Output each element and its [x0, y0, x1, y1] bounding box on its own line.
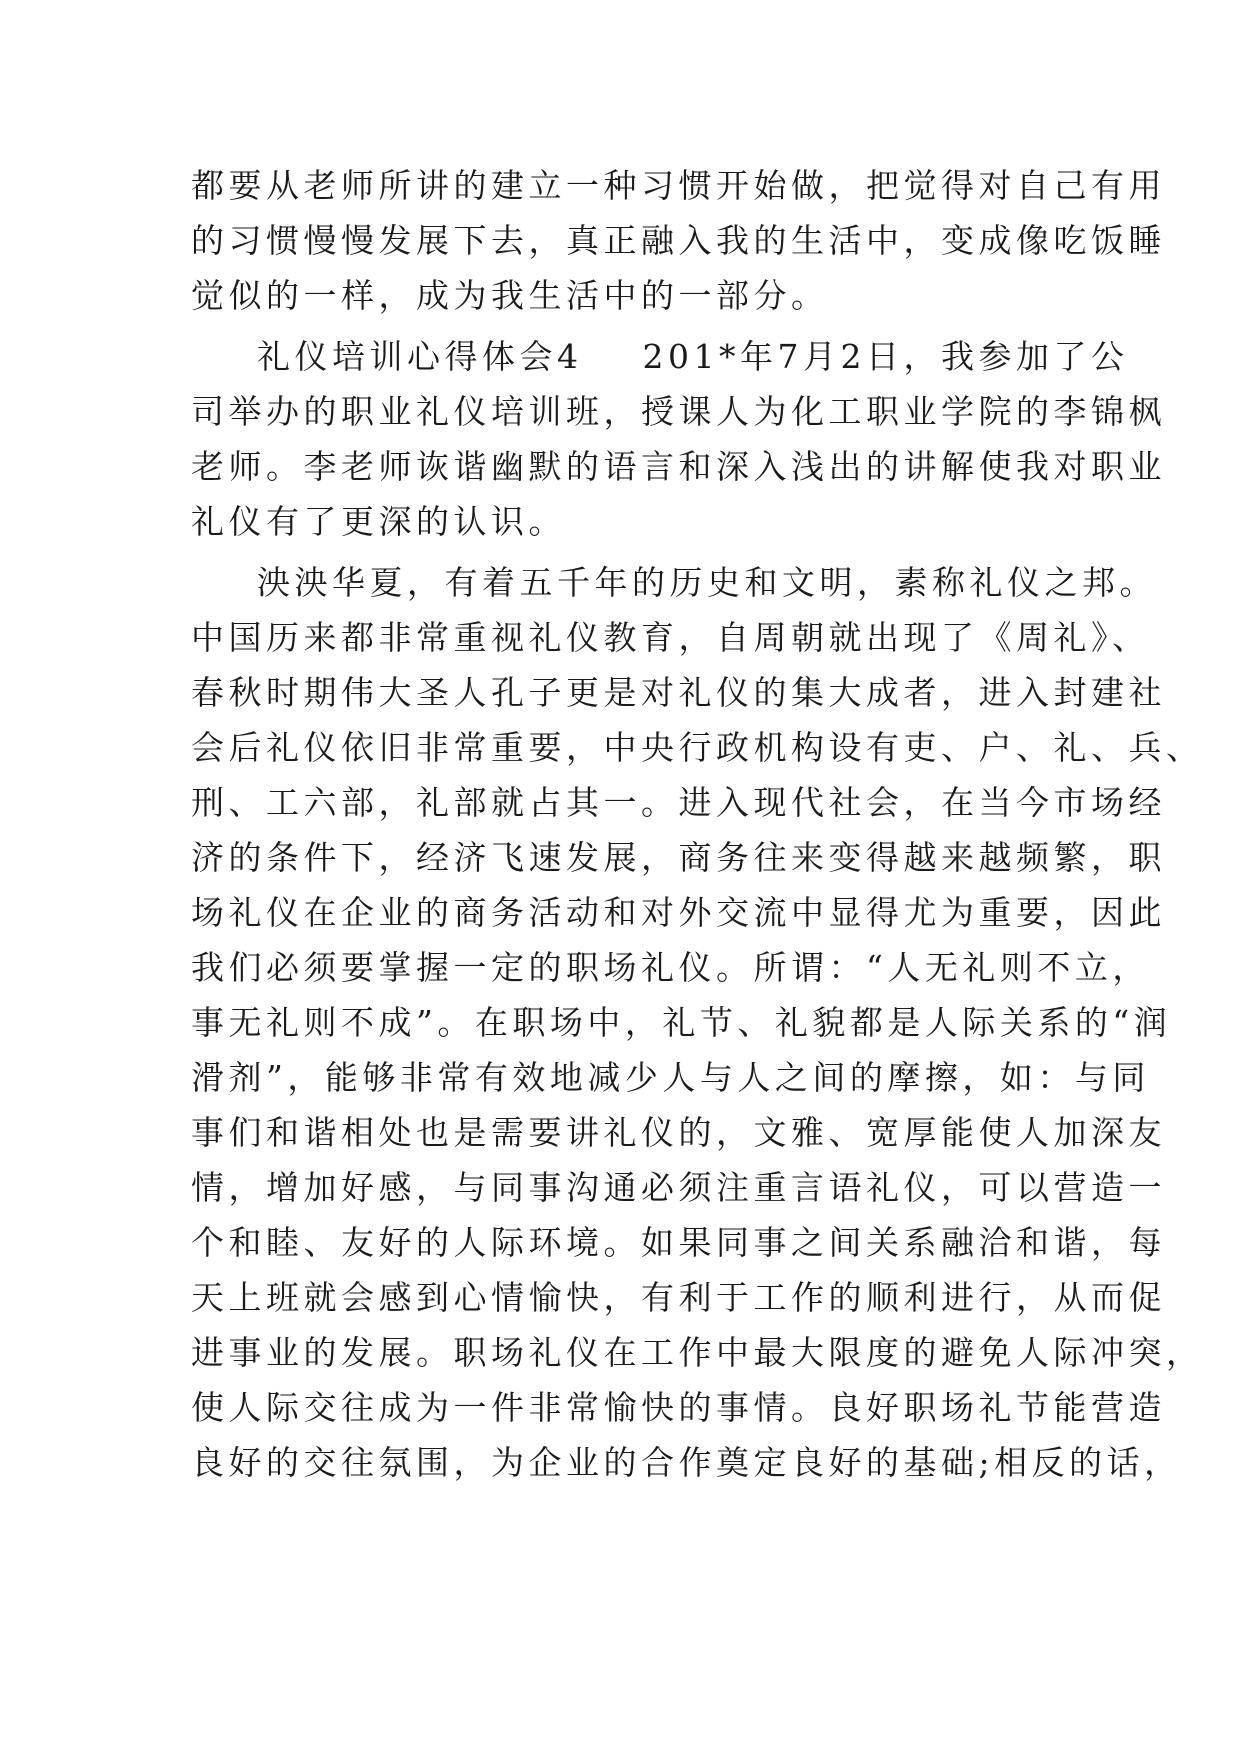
text-line: 情，增加好感，与同事沟通必须注重言语礼仪，可以营造一: [191, 1168, 1166, 1207]
document-body: [191, 158, 1204, 1490]
text-line: 事们和谐相处也是需要讲礼仪的，文雅、宽厚能使人加深友: [191, 1113, 1166, 1152]
text-line: 济的条件下，经济飞速发展，商务往来变得越来越频繁，职: [191, 838, 1166, 877]
text-line: 礼仪有了更深的认识。: [191, 502, 566, 541]
text-line: 事无礼则不成”。在职场中，礼节、礼貌都是人际关系的“润: [191, 1003, 1172, 1042]
text-line: 的习惯慢慢发展下去，真正融入我的生活中，变成像吃饭睡: [191, 221, 1166, 260]
text-line: 中国历来都非常重视礼仪教育，自周朝就出现了《周礼》、: [191, 618, 1150, 657]
text-line: 刑、工六部，礼部就占其一。进入现代社会，在当今市场经: [191, 783, 1166, 822]
section-heading: 礼仪培训心得体会4: [257, 337, 583, 376]
text-line: 老师。李老师诙谐幽默的语言和深入浅出的讲解使我对职业: [191, 447, 1166, 486]
text-line: 个和睦、友好的人际环境。如果同事之间关系融洽和谐，每: [191, 1223, 1166, 1262]
heading-line: [191, 329, 1129, 384]
text-line: 进事业的发展。职场礼仪在工作中最大限度的避免人际冲突，: [191, 1333, 1204, 1372]
text-line: 司举办的职业礼仪培训班，授课人为化工职业学院的李锦枫: [191, 392, 1166, 431]
text-line: 滑剂”，能够非常有效地减少人与人之间的摩擦，如：与同: [191, 1058, 1150, 1097]
text-line: 天上班就会感到心情愉快，有利于工作的顺利进行，从而促: [191, 1278, 1166, 1317]
text-line: 使人际交往成为一件非常愉快的事情。良好职场礼节能营造: [191, 1388, 1166, 1427]
text-line: 春秋时期伟大圣人孔子更是对礼仪的集大成者，进入封建社: [191, 673, 1166, 712]
text-line: 201*年7月2日，我参加了公: [642, 337, 1129, 376]
text-line: 会后礼仪依旧非常重要，中央行政机构设有吏、户、礼、兵、: [191, 728, 1204, 767]
text-line: 我们必须要掌握一定的职场礼仪。所谓：“人无礼则不立，: [191, 948, 1150, 987]
text-line: 泱泱华夏，有着五千年的历史和文明，素称礼仪之邦。: [257, 563, 1157, 602]
text-line: 场礼仪在企业的商务活动和对外交流中显得尤为重要，因此: [191, 893, 1166, 932]
text-line: 良好的交往氛围，为企业的合作奠定良好的基础;相反的话，: [191, 1443, 1182, 1482]
text-line: 觉似的一样，成为我生活中的一部分。: [191, 276, 829, 315]
text-line: 都要从老师所讲的建立一种习惯开始做，把觉得对自己有用: [191, 166, 1166, 205]
